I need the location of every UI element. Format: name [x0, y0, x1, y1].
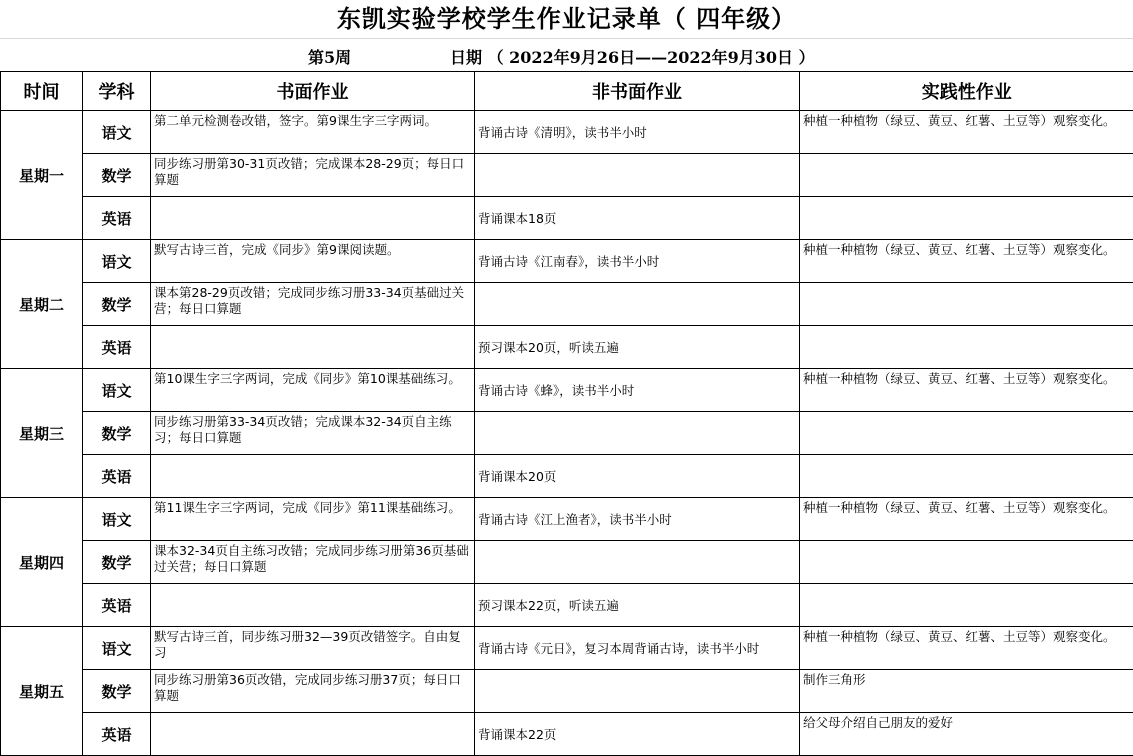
header-time: 时间 — [1, 72, 83, 111]
header-row — [1, 72, 1133, 111]
table-row — [1, 111, 1133, 154]
day-label: 星期一 — [1, 111, 83, 240]
header-subject: 学科 — [83, 72, 151, 111]
nonwritten-homework-cell — [475, 283, 800, 326]
header-practical: 实践性作业 — [800, 72, 1133, 111]
subject-cell: 语文 — [83, 111, 151, 154]
header-written: 书面作业 — [151, 72, 475, 111]
written-homework-cell: 同步练习册第36页改错，完成同步练习册37页；每日口算题 — [151, 670, 475, 713]
written-homework-cell: 第10课生字三字两词，完成《同步》第10课基础练习。 — [151, 369, 475, 412]
table-row — [1, 541, 1133, 584]
written-homework-cell: 默写古诗三首，同步练习册32—39页改错签字。自由复习 — [151, 627, 475, 670]
subtitle-row — [0, 39, 1133, 71]
nonwritten-homework-cell — [475, 541, 800, 584]
day-label: 星期三 — [1, 369, 83, 498]
subject-cell: 语文 — [83, 498, 151, 541]
table-row — [1, 498, 1133, 541]
table-row — [1, 412, 1133, 455]
practical-homework-cell — [800, 541, 1133, 584]
subject-cell: 数学 — [83, 283, 151, 326]
subject-cell: 英语 — [83, 455, 151, 498]
practical-homework-cell: 种植一种植物（绿豆、黄豆、红薯、土豆等）观察变化。 — [800, 627, 1133, 670]
table-body — [1, 111, 1133, 756]
header-nonwritten: 非书面作业 — [475, 72, 800, 111]
nonwritten-homework-cell: 背诵古诗《江南春》，读书半小时 — [475, 240, 800, 283]
nonwritten-homework-cell: 预习课本22页，听读五遍 — [475, 584, 800, 627]
week-label: 第5周 — [308, 45, 351, 68]
practical-homework-cell — [800, 455, 1133, 498]
subject-cell: 英语 — [83, 713, 151, 756]
written-homework-cell: 课本32-34页自主练习改错；完成同步练习册第36页基础过关营；每日口算题 — [151, 541, 475, 584]
table-row — [1, 283, 1133, 326]
nonwritten-homework-cell: 预习课本20页，听读五遍 — [475, 326, 800, 369]
practical-homework-cell — [800, 154, 1133, 197]
practical-homework-cell — [800, 283, 1133, 326]
written-homework-cell — [151, 197, 475, 240]
written-homework-cell — [151, 584, 475, 627]
page-title: 东凯实验学校学生作业记录单（ 四年级） — [0, 0, 1133, 38]
nonwritten-homework-cell: 背诵课本22页 — [475, 713, 800, 756]
nonwritten-homework-cell: 背诵古诗《清明》，读书半小时 — [475, 111, 800, 154]
subject-cell: 英语 — [83, 197, 151, 240]
subject-cell: 语文 — [83, 240, 151, 283]
table-row — [1, 713, 1133, 756]
nonwritten-homework-cell — [475, 412, 800, 455]
day-label: 星期五 — [1, 627, 83, 756]
table-row — [1, 154, 1133, 197]
written-homework-cell — [151, 326, 475, 369]
nonwritten-homework-cell: 背诵古诗《江上渔者》，读书半小时 — [475, 498, 800, 541]
table-row — [1, 670, 1133, 713]
practical-homework-cell: 种植一种植物（绿豆、黄豆、红薯、土豆等）观察变化。 — [800, 111, 1133, 154]
table-row — [1, 326, 1133, 369]
practical-homework-cell — [800, 197, 1133, 240]
written-homework-cell — [151, 455, 475, 498]
written-homework-cell: 课本第28-29页改错；完成同步练习册33-34页基础过关营；每日口算题 — [151, 283, 475, 326]
subject-cell: 数学 — [83, 670, 151, 713]
nonwritten-homework-cell — [475, 670, 800, 713]
nonwritten-homework-cell: 背诵古诗《元日》，复习本周背诵古诗，读书半小时 — [475, 627, 800, 670]
written-homework-cell: 默写古诗三首，完成《同步》第9课阅读题。 — [151, 240, 475, 283]
table-row — [1, 240, 1133, 283]
subject-cell: 数学 — [83, 154, 151, 197]
practical-homework-cell: 种植一种植物（绿豆、黄豆、红薯、土豆等）观察变化。 — [800, 369, 1133, 412]
written-homework-cell — [151, 713, 475, 756]
table-row — [1, 197, 1133, 240]
nonwritten-homework-cell: 背诵课本20页 — [475, 455, 800, 498]
written-homework-cell: 同步练习册第33-34页改错；完成课本32-34页自主练习；每日口算题 — [151, 412, 475, 455]
day-label: 星期二 — [1, 240, 83, 369]
written-homework-cell: 第11课生字三字两词，完成《同步》第11课基础练习。 — [151, 498, 475, 541]
subject-cell: 数学 — [83, 541, 151, 584]
nonwritten-homework-cell — [475, 154, 800, 197]
practical-homework-cell: 给父母介绍自己朋友的爱好 — [800, 713, 1133, 756]
subject-cell: 语文 — [83, 369, 151, 412]
table-row — [1, 627, 1133, 670]
practical-homework-cell: 种植一种植物（绿豆、黄豆、红薯、土豆等）观察变化。 — [800, 240, 1133, 283]
table-row — [1, 369, 1133, 412]
day-label: 星期四 — [1, 498, 83, 627]
table-row — [1, 455, 1133, 498]
practical-homework-cell — [800, 412, 1133, 455]
practical-homework-cell: 制作三角形 — [800, 670, 1133, 713]
written-homework-cell: 同步练习册第30-31页改错；完成课本28-29页；每日口算题 — [151, 154, 475, 197]
subject-cell: 英语 — [83, 584, 151, 627]
table-row — [1, 584, 1133, 627]
date-range: 日期 （ 2022年9月26日——2022年9月30日 ） — [450, 45, 815, 68]
subject-cell: 英语 — [83, 326, 151, 369]
nonwritten-homework-cell: 背诵课本18页 — [475, 197, 800, 240]
nonwritten-homework-cell: 背诵古诗《蜂》，读书半小时 — [475, 369, 800, 412]
practical-homework-cell — [800, 584, 1133, 627]
subject-cell: 数学 — [83, 412, 151, 455]
homework-table — [0, 71, 1133, 756]
subject-cell: 语文 — [83, 627, 151, 670]
practical-homework-cell: 种植一种植物（绿豆、黄豆、红薯、土豆等）观察变化。 — [800, 498, 1133, 541]
written-homework-cell: 第二单元检测卷改错，签字。第9课生字三字两词。 — [151, 111, 475, 154]
practical-homework-cell — [800, 326, 1133, 369]
